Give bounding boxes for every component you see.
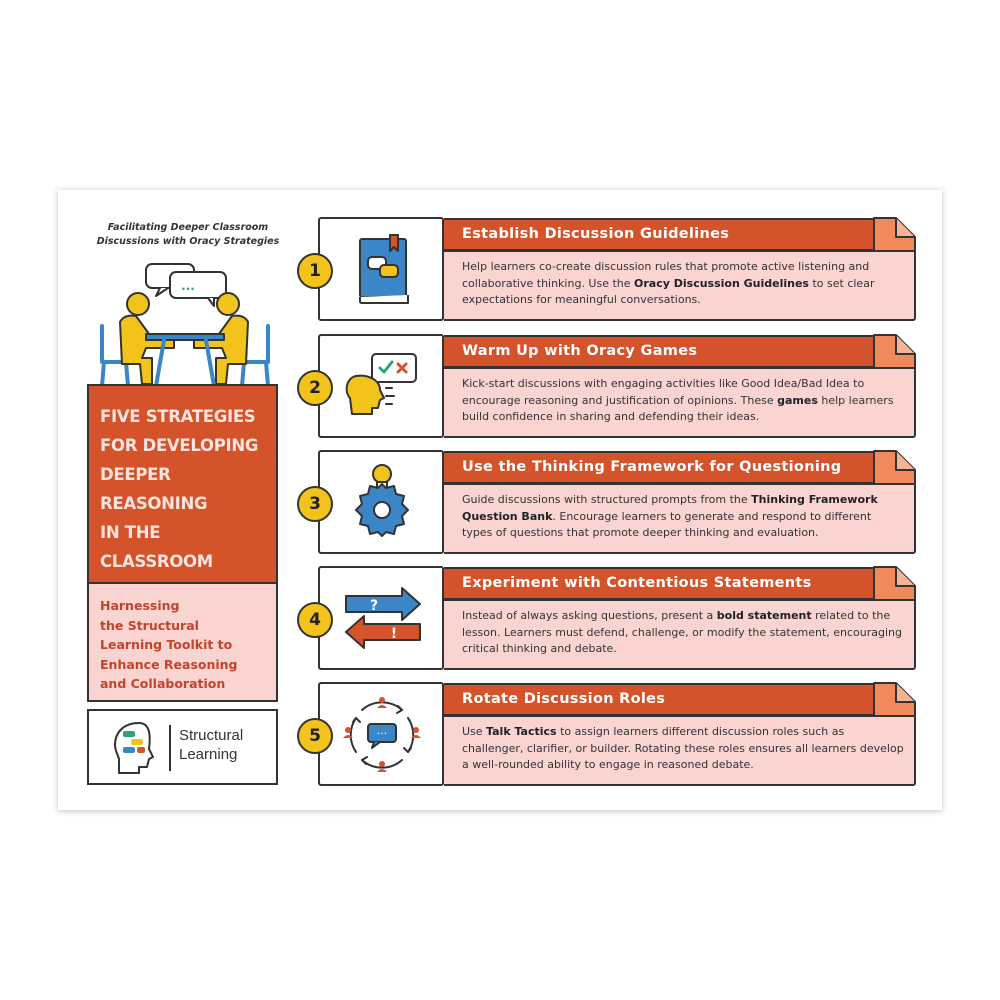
folded-corner-icon	[872, 217, 917, 253]
strategy-heading: Rotate Discussion Roles	[444, 683, 876, 716]
logo-wordmark	[179, 726, 243, 764]
discussion-book-icon	[354, 231, 414, 307]
title-line: FOR DEVELOPING	[100, 436, 259, 455]
title-line: CLASSROOM	[100, 552, 213, 571]
title-line: FIVE STRATEGIES	[100, 407, 256, 426]
rotating-roles-icon	[342, 694, 422, 774]
strategy-icon-box	[318, 566, 444, 670]
subtitle-line: Learning Toolkit to	[100, 637, 233, 652]
strategy-heading: Use the Thinking Framework for Questioning	[444, 451, 876, 484]
discussion-table-illustration	[90, 258, 280, 388]
strategy-description	[444, 599, 916, 670]
speaking-head-icon	[342, 348, 422, 424]
folded-corner-icon	[872, 334, 917, 370]
desc-text: Help learners co-create discussion rules that promote active listening and collaborative thinking. Use the	[462, 260, 870, 290]
strategy-heading: Establish Discussion Guidelines	[444, 218, 876, 251]
strategy-description	[444, 483, 916, 554]
strategy-icon-box	[318, 450, 444, 554]
subtitle-panel	[87, 584, 278, 702]
strategy-row-1	[297, 217, 917, 323]
hero-bubble-text: ...	[181, 279, 195, 293]
desc-text: Kick-start discussions with engaging activities like Good Idea/Bad Idea to encourage reasoning and justification of opinions. These	[462, 377, 865, 407]
step-number-badge: 2	[297, 370, 333, 406]
question-exclaim-arrows-icon	[342, 580, 424, 656]
strategy-icon-box	[318, 334, 444, 438]
logo-divider	[169, 725, 171, 771]
roles-dots: ···	[376, 727, 388, 740]
strategy-row-5	[297, 682, 917, 788]
strategy-icon-box	[318, 217, 444, 321]
desc-text: related to the lesson. Learners must defend, challenge, or modify the statement, encouraging critical thinking and debate.	[462, 609, 902, 655]
kicker-line-2: Discussions with Oracy Strategies	[96, 236, 280, 247]
subtitle-line: Harnessing	[100, 598, 180, 613]
title-panel	[87, 384, 278, 584]
logo-word-1: Structural	[179, 727, 244, 744]
subtitle-line: the Structural	[100, 617, 199, 633]
title-line: REASONING	[100, 494, 208, 513]
question-mark: ?	[369, 598, 379, 614]
strategy-icon-box	[318, 682, 444, 786]
kicker	[88, 221, 288, 249]
kicker-line-1: Facilitating Deeper Classroom	[107, 222, 269, 233]
step-number-badge: 4	[297, 602, 333, 638]
strategy-description	[444, 715, 916, 786]
desc-text: help learners build confidence in sharing and defending their ideas.	[462, 393, 894, 423]
strategy-row-3	[297, 450, 917, 556]
desc-bold: Thinking Framework Question Bank	[462, 493, 878, 523]
strategy-row-4	[297, 566, 917, 672]
subtitle-line: and Collaboration	[100, 676, 226, 691]
folded-corner-icon	[872, 566, 917, 602]
subtitle-line: Enhance Reasoning	[100, 656, 238, 672]
desc-text: Guide discussions with structured prompts from the	[462, 493, 752, 506]
step-number-badge: 1	[297, 253, 333, 289]
exclamation-mark: !	[390, 626, 398, 642]
desc-text: Instead of always asking questions, present a	[462, 609, 717, 622]
desc-bold: bold statement	[716, 609, 812, 622]
strategy-description	[444, 367, 916, 438]
structural-learning-logo	[87, 709, 278, 785]
step-number-badge: 5	[297, 718, 333, 754]
title-line: DEEPER	[100, 465, 171, 484]
lightbulb-gear-icon	[350, 460, 414, 540]
folded-corner-icon	[872, 450, 917, 486]
desc-text: . Encourage learners to generate and respond to different types of questions that promote deeper thinking and evaluation.	[462, 509, 872, 539]
strategy-description	[444, 250, 916, 321]
desc-bold: games	[777, 393, 818, 407]
strategy-heading: Experiment with Contentious Statements	[444, 567, 876, 600]
desc-text: to set clear expectations for meaningful conversations.	[462, 276, 875, 306]
desc-bold: Oracy Discussion Guidelines	[634, 276, 809, 290]
desc-bold: Talk Tactics	[486, 725, 557, 738]
strategy-heading: Warm Up with Oracy Games	[444, 335, 876, 368]
brain-head-logo-icon	[109, 719, 165, 777]
desc-text: to assign learners different discussion roles such as challenger, clarifier, or builder. Rotating these roles ensures all learners develop a well-rounded ability to engage in reasoned debate.	[462, 725, 904, 771]
folded-corner-icon	[872, 682, 917, 718]
title-line: IN THE	[100, 523, 161, 542]
strategy-row-2	[297, 334, 917, 440]
logo-word-2: Learning	[179, 746, 238, 763]
step-number-badge: 3	[297, 486, 333, 522]
desc-text: Use	[462, 725, 487, 738]
